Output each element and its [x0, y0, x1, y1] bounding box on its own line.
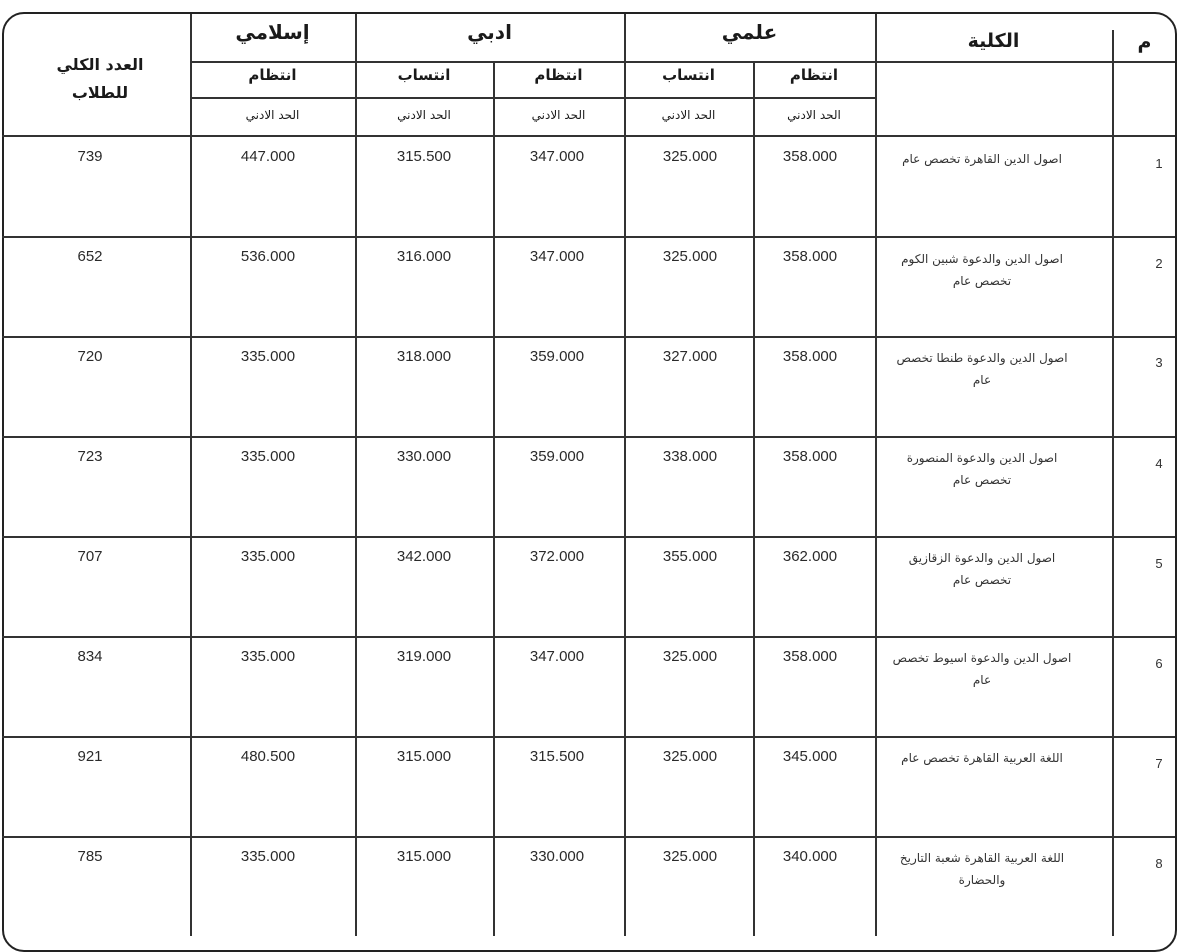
total-students: 707	[77, 548, 103, 565]
grid-line	[2, 836, 1175, 838]
science-affiliation-min: 325.000	[662, 748, 718, 765]
islamic-regular-min: 335.000	[240, 848, 296, 865]
total-students: 785	[77, 848, 103, 865]
header-minimum: الحد الادني	[245, 108, 300, 122]
total-students: 834	[77, 648, 103, 665]
literary-affiliation-min: 315.000	[396, 748, 452, 765]
science-regular-min: 358.000	[782, 148, 838, 165]
header-islamic-regular: انتظام	[248, 65, 297, 84]
science-regular-min: 358.000	[782, 648, 838, 665]
science-affiliation-min: 325.000	[662, 648, 718, 665]
islamic-regular-min: 335.000	[240, 448, 296, 465]
science-affiliation-min: 355.000	[662, 548, 718, 565]
header-science-affiliation: انتساب	[662, 65, 715, 84]
literary-regular-min: 372.000	[529, 548, 585, 565]
total-students: 720	[77, 348, 103, 365]
literary-affiliation-min: 342.000	[396, 548, 452, 565]
islamic-regular-min: 447.000	[240, 148, 296, 165]
header-index: م	[1137, 31, 1152, 53]
college-name: اصول الدين والدعوة اسيوط تخصص عام	[892, 651, 1072, 687]
science-regular-min: 345.000	[782, 748, 838, 765]
grid-line	[2, 736, 1175, 738]
literary-affiliation-min: 318.000	[396, 348, 452, 365]
grid-line	[355, 14, 357, 936]
science-affiliation-min: 338.000	[662, 448, 718, 465]
literary-regular-min: 359.000	[529, 448, 585, 465]
header-islamic: إسلامي	[235, 20, 310, 44]
header-college: الكلية	[967, 30, 1020, 52]
row-index: 8	[1155, 856, 1163, 871]
grid-line	[2, 636, 1175, 638]
row-index: 3	[1155, 355, 1163, 370]
literary-affiliation-min: 315.000	[396, 848, 452, 865]
science-regular-min: 340.000	[782, 848, 838, 865]
row-index: 2	[1155, 256, 1163, 271]
grid-line	[2, 236, 1175, 238]
grid-line	[2, 436, 1175, 438]
grid-line	[2, 135, 1175, 137]
grid-line	[493, 62, 495, 936]
college-name: اصول الدين والدعوة شبين الكوم تخصص عام	[901, 252, 1063, 288]
literary-regular-min: 315.500	[529, 748, 585, 765]
header-minimum: الحد الادني	[787, 108, 841, 122]
islamic-regular-min: 480.500	[240, 748, 296, 765]
science-affiliation-min: 327.000	[662, 348, 718, 365]
college-name: اللغة العربية القاهرة شعبة التاريخ والحضارة	[899, 851, 1065, 887]
grid-line	[2, 536, 1175, 538]
grid-line	[875, 14, 877, 936]
row-index: 5	[1155, 556, 1163, 571]
islamic-regular-min: 335.000	[240, 548, 296, 565]
literary-regular-min: 347.000	[529, 248, 585, 265]
science-regular-min: 362.000	[782, 548, 838, 565]
header-literary: ادبي	[467, 20, 512, 44]
literary-regular-min: 330.000	[529, 848, 585, 865]
grid-line	[624, 14, 626, 936]
header-minimum: الحد الادني	[397, 108, 451, 122]
science-affiliation-min: 325.000	[662, 848, 718, 865]
science-affiliation-min: 325.000	[662, 248, 718, 265]
literary-affiliation-min: 315.500	[396, 148, 452, 165]
header-science-regular: انتظام	[789, 65, 839, 84]
total-students: 739	[77, 148, 103, 165]
row-index: 4	[1155, 456, 1163, 471]
college-name: اصول الدين والدعوة طنطا تخصص عام	[896, 351, 1068, 387]
literary-affiliation-min: 316.000	[396, 248, 452, 265]
science-regular-min: 358.000	[782, 248, 838, 265]
college-name: اللغة العربية القاهرة تخصص عام	[901, 751, 1063, 765]
college-name: اصول الدين والدعوة الزقازيق تخصص عام	[908, 551, 1056, 587]
grid-line	[753, 62, 755, 936]
total-students: 723	[77, 448, 103, 465]
literary-regular-min: 347.000	[529, 648, 585, 665]
college-name: اصول الدين القاهرة تخصص عام	[902, 152, 1062, 166]
header-science: علمي	[721, 20, 778, 44]
science-regular-min: 358.000	[782, 348, 838, 365]
header-literary-regular: انتظام	[534, 65, 583, 84]
header-minimum: الحد الادني	[531, 108, 586, 122]
row-index: 7	[1155, 756, 1163, 771]
literary-affiliation-min: 319.000	[396, 648, 452, 665]
row-index: 6	[1155, 656, 1163, 671]
literary-affiliation-min: 330.000	[396, 448, 452, 465]
science-affiliation-min: 325.000	[662, 148, 718, 165]
grid-line	[190, 14, 192, 936]
islamic-regular-min: 335.000	[240, 348, 296, 365]
science-regular-min: 358.000	[782, 448, 838, 465]
total-students: 652	[77, 248, 103, 265]
literary-regular-min: 347.000	[529, 148, 585, 165]
header-minimum: الحد الادني	[661, 108, 716, 122]
literary-regular-min: 359.000	[529, 348, 585, 365]
islamic-regular-min: 536.000	[240, 248, 296, 265]
header-literary-affiliation: انتساب	[397, 65, 451, 84]
grid-line	[1112, 30, 1114, 936]
header-total-students: العدد الكلي للطلاب	[56, 55, 144, 102]
grid-line	[2, 336, 1175, 338]
row-index: 1	[1155, 156, 1163, 171]
college-name: اصول الدين والدعوة المنصورة تخصص عام	[906, 451, 1058, 487]
islamic-regular-min: 335.000	[240, 648, 296, 665]
total-students: 921	[77, 748, 103, 765]
